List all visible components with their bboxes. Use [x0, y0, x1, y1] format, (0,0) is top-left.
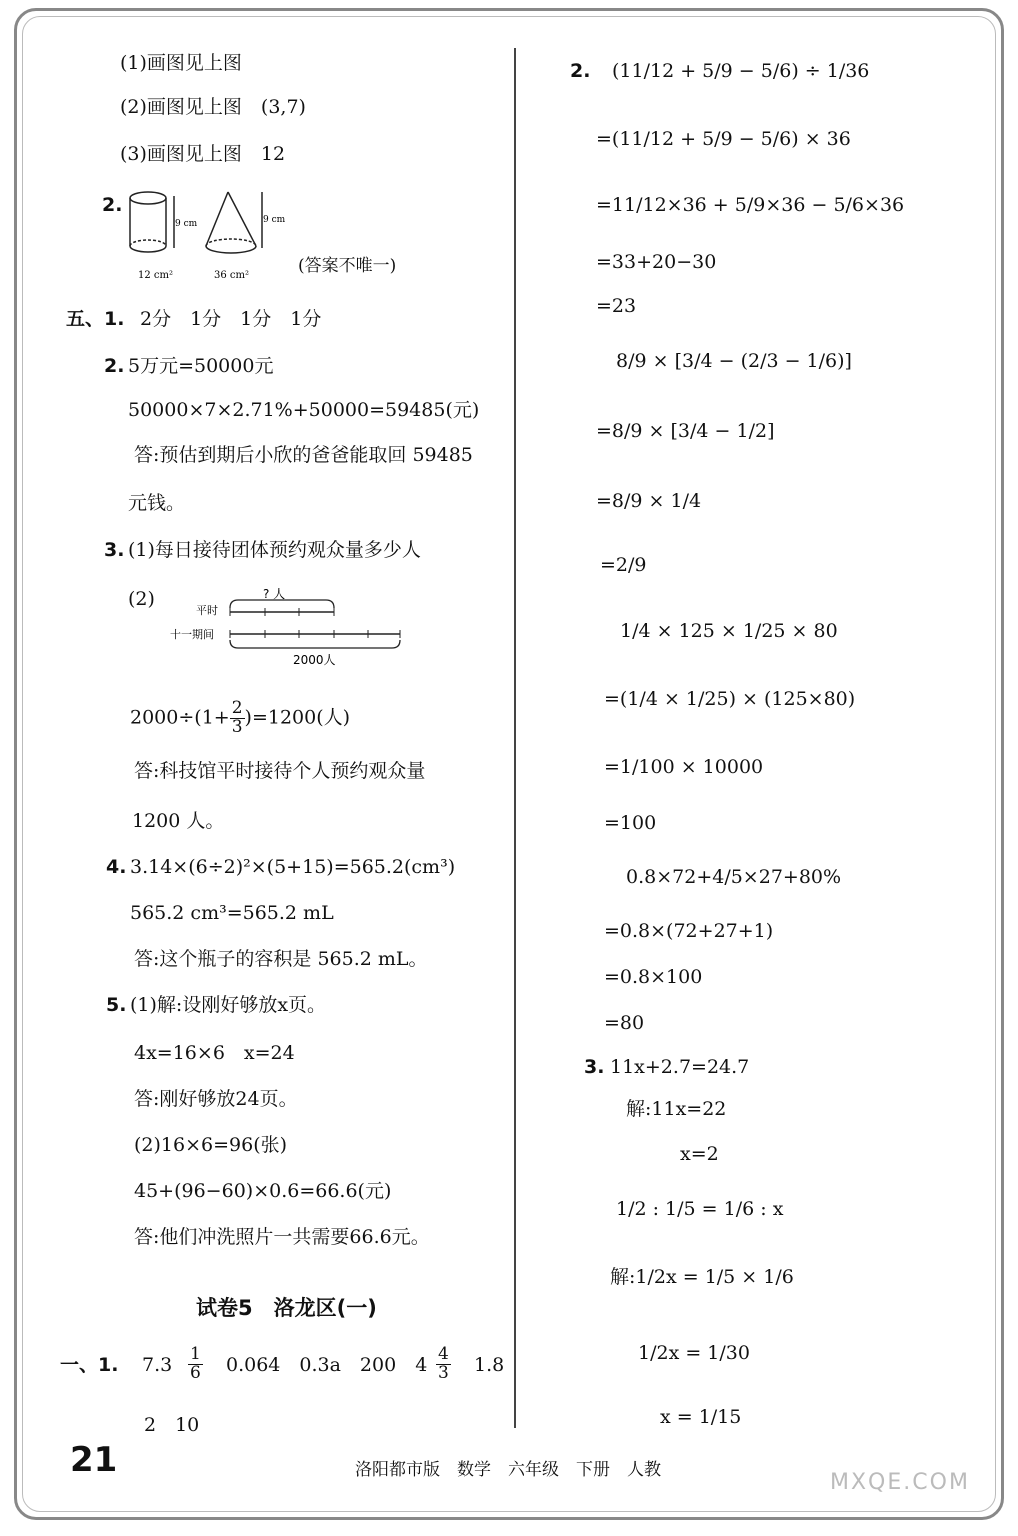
- equation-line: 1/4 × 125 × 1/25 × 80: [620, 620, 838, 642]
- equation-line: 11x+2.7=24.7: [610, 1056, 750, 1078]
- answer-line: 1200 人。: [132, 810, 225, 832]
- equation-line: =(11/12 + 5/9 − 5/6) × 36: [596, 128, 851, 150]
- segment-bottom-label: 十一期间: [170, 628, 214, 641]
- question-number: 2.: [570, 60, 591, 82]
- answer-line: 45+(96−60)×0.6=66.6(元): [134, 1180, 392, 1202]
- segment-top-label: 平时: [196, 604, 218, 617]
- equation-line: =33+20−30: [596, 251, 717, 273]
- column-divider: [514, 48, 516, 1428]
- footer-text: 洛阳都市版 数学 六年级 下册 人教: [355, 1460, 661, 1480]
- segment-top-question: ? 人: [263, 587, 286, 601]
- equation-line: 8/9 × [3/4 − (2/3 − 1/6)]: [616, 350, 852, 372]
- equation-part: =1200(人): [251, 706, 351, 729]
- cylinder-base-label: 12 cm²: [138, 270, 173, 281]
- cylinder-height-label: 9 cm: [175, 219, 198, 229]
- fraction: $\frac{2}{3}$: [231, 698, 243, 737]
- answer-line: (1)画图见上图: [120, 52, 242, 74]
- section-heading: 五、1.: [66, 308, 125, 330]
- question-number: 3.: [104, 539, 125, 561]
- answer-line: (2)16×6=96(张): [134, 1134, 288, 1156]
- question-number: 4.: [106, 856, 127, 878]
- question-number: 2.: [104, 355, 125, 377]
- answer-line: 5万元=50000元: [128, 355, 274, 377]
- equation-line: =8/9 × 1/4: [596, 490, 702, 512]
- fraction: [436, 1346, 451, 1383]
- answer-line: 元钱。: [128, 492, 186, 514]
- answer-line: 答:刚好够放24页。: [134, 1088, 298, 1110]
- equation-line: =2/9: [600, 554, 647, 576]
- answer-value: 1.8: [474, 1354, 505, 1376]
- equation-line: (11/12 + 5/9 − 5/6) ÷ 1/36: [612, 60, 870, 82]
- equation-line: =(1/4 × 1/25) × (125×80): [604, 688, 856, 710]
- answer-value: 2 10: [144, 1414, 200, 1436]
- segment-diagram: [168, 580, 418, 670]
- answer-value: 7.3: [142, 1354, 173, 1376]
- equation-part: 2000÷: [130, 706, 195, 729]
- equation-line: =0.8×100: [604, 966, 703, 988]
- cylinder-cone-figure: [118, 186, 298, 286]
- question-number: 3.: [584, 1056, 605, 1078]
- cone-shape: [206, 192, 262, 253]
- watermark: MXQE.COM: [830, 1470, 970, 1495]
- segment-bottom-total: 2000人: [293, 653, 336, 667]
- answer-value: 0.064 0.3a 200 4: [226, 1354, 428, 1376]
- answer-line: 答:预估到期后小欣的爸爸能取回 59485: [134, 444, 473, 466]
- equation-line: 1/2 : 1/5 = 1/6 : x: [616, 1198, 784, 1220]
- equation-line: 2000÷(1+ $\frac{2}{3}$ )=1200(人): [130, 698, 351, 737]
- fraction: [188, 1346, 203, 1383]
- answer-line: 3.14×(6÷2)²×(5+15)=565.2(cm³): [130, 856, 456, 878]
- answer-line: (3)画图见上图 12: [120, 143, 286, 165]
- paper-title: 试卷5 洛龙区(一): [196, 1296, 377, 1320]
- equation-line: =8/9 × [3/4 − 1/2]: [596, 420, 775, 442]
- answer-line: (2)画图见上图 (3,7): [120, 96, 306, 118]
- equation-line: =23: [596, 295, 637, 317]
- equation-line: x = 1/15: [660, 1406, 742, 1428]
- denominator: 3: [438, 1362, 449, 1383]
- answer-line: (1)解:设刚好够放x页。: [130, 994, 327, 1016]
- denominator: 6: [190, 1362, 201, 1383]
- answer-line: (2): [128, 588, 155, 610]
- equation-line: x=2: [680, 1143, 719, 1165]
- equation-line: =100: [604, 812, 657, 834]
- answer-line: 565.2 cm³=565.2 mL: [130, 902, 334, 924]
- answer-line: (1)每日接待团体预约观众量多少人: [128, 539, 421, 561]
- equation-line: =0.8×(72+27+1): [604, 920, 774, 942]
- cylinder-shape: [130, 192, 174, 252]
- section-heading: 一、1.: [60, 1354, 119, 1376]
- answer-note: (答案不唯一): [298, 256, 397, 276]
- question-number: 5.: [106, 994, 127, 1016]
- answer-line: 答:他们冲洗照片一共需要66.6元。: [134, 1226, 430, 1248]
- numerator: 1: [190, 1344, 201, 1364]
- equation-line: 0.8×72+4/5×27+80%: [626, 866, 842, 888]
- answer-line: 答:这个瓶子的容积是 565.2 mL。: [134, 948, 428, 970]
- page-number: 21: [70, 1440, 118, 1480]
- answer-line: 答:科技馆平时接待个人预约观众量: [134, 760, 426, 782]
- question-number: 2.: [102, 194, 123, 216]
- equation-line: 1/2x = 1/30: [638, 1342, 750, 1364]
- equation-line: =11/12×36 + 5/9×36 − 5/6×36: [596, 194, 905, 216]
- equation-line: 解:11x=22: [626, 1098, 727, 1120]
- answer-line: 4x=16×6 x=24: [134, 1042, 295, 1064]
- numerator: 4: [438, 1344, 449, 1364]
- cone-height-label: 9 cm: [263, 215, 286, 225]
- equation-line: 解:1/2x = 1/5 × 1/6: [610, 1266, 794, 1288]
- equation-line: =1/100 × 10000: [604, 756, 764, 778]
- answer-line: 50000×7×2.71%+50000=59485(元): [128, 399, 480, 421]
- answer-line: 2分 1分 1分 1分: [140, 308, 322, 330]
- equation-line: =80: [604, 1012, 645, 1034]
- cone-base-label: 36 cm²: [214, 270, 249, 281]
